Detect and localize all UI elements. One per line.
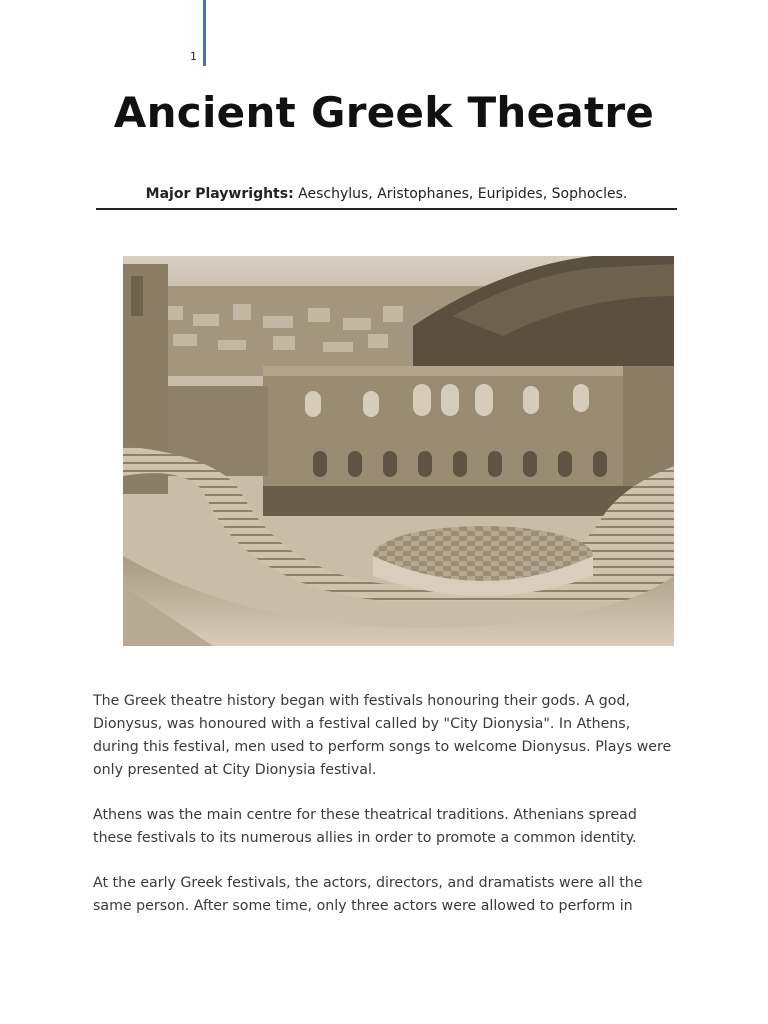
paragraph-1: The Greek theatre history began with festivals honouring their gods. A god, Dionysus, was honoured with a festival called by "City Dionysia". In Athens, during this festival, men used to perform songs to welcome Dionysus. Plays were only presented at City Dionysia festival.	[93, 693, 672, 778]
subtitle-underline	[96, 208, 677, 210]
playwrights-line	[96, 186, 677, 204]
page-title: Ancient Greek Theatre	[113, 88, 655, 137]
playwrights-list: Aeschylus, Aristophanes, Euripides, Sophocles.	[293, 186, 628, 202]
body-text	[93, 690, 673, 940]
paragraph-3: At the early Greek festivals, the actors, directors, and dramatists were all the same person. After some time, only three actors were allowed to perform in	[93, 875, 643, 914]
playwrights-label: Major Playwrights:	[145, 186, 294, 202]
greek-theatre-photo	[123, 256, 674, 646]
header-rule	[203, 0, 206, 66]
paragraph-2: Athens was the main centre for these theatrical traditions. Athenians spread these festivals to its numerous allies in order to promote a common identity.	[93, 807, 637, 846]
page-number: 1	[190, 50, 197, 63]
